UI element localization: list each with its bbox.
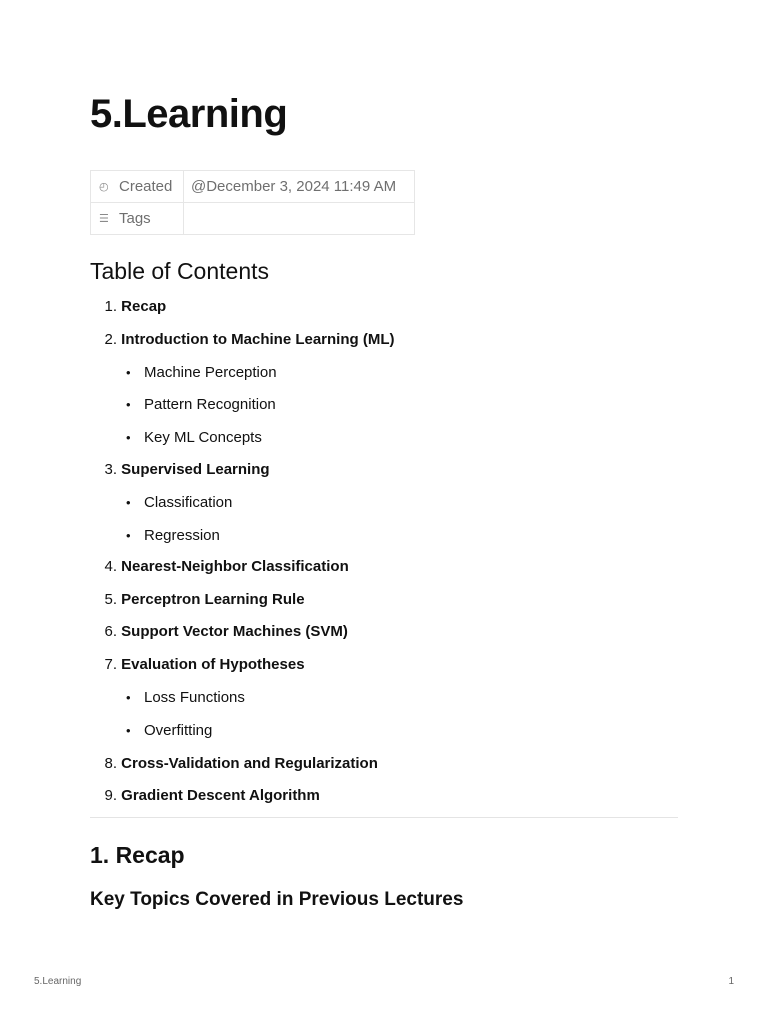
property-key-created (91, 171, 184, 203)
bullet-icon: • (126, 397, 131, 412)
section-heading: 1. Recap (90, 842, 185, 868)
property-row-created (91, 171, 415, 203)
list-icon: ☰ (99, 213, 109, 225)
page-title: 5.Learning (90, 92, 288, 136)
bullet-icon: • (126, 365, 131, 380)
properties-table (90, 170, 415, 235)
toc-item[interactable] (90, 590, 305, 610)
toc-number: 9. (104, 787, 117, 804)
toc-item[interactable] (90, 557, 349, 577)
toc-item[interactable] (90, 460, 270, 480)
toc-sub-item[interactable] (126, 428, 262, 448)
clock-icon: ◴ (99, 181, 109, 193)
toc-number: 7. (104, 656, 117, 673)
toc-label: Supervised Learning (121, 461, 270, 478)
toc-sub-label: Key ML Concepts (144, 429, 262, 446)
bullet-icon: • (126, 528, 131, 543)
toc-sub-item[interactable] (126, 493, 232, 513)
divider (90, 817, 678, 818)
toc-label: Evaluation of Hypotheses (121, 656, 305, 673)
property-value-created[interactable]: @December 3, 2024 11:49 AM (184, 171, 415, 203)
bullet-icon: • (126, 430, 131, 445)
property-row-tags (91, 203, 415, 235)
toc-sub-item[interactable] (126, 363, 277, 383)
property-label: Created (119, 178, 173, 195)
toc-number: 8. (104, 755, 117, 772)
toc-label: Perceptron Learning Rule (121, 591, 305, 608)
toc-sub-item[interactable] (126, 395, 276, 415)
toc-label: Recap (121, 298, 167, 315)
toc-item[interactable] (90, 655, 305, 675)
toc-number: 6. (104, 623, 117, 640)
property-value-tags[interactable] (184, 203, 415, 235)
toc-number: 5. (104, 591, 117, 608)
toc-sub-item[interactable] (126, 721, 212, 741)
toc-item[interactable] (90, 330, 394, 350)
property-key-tags (91, 203, 184, 235)
toc-item[interactable] (90, 622, 348, 642)
section-subheading: Key Topics Covered in Previous Lectures (90, 889, 464, 910)
toc-label: Gradient Descent Algorithm (121, 787, 320, 804)
toc-sub-item[interactable] (126, 526, 220, 546)
toc-number: 2. (104, 331, 117, 348)
toc-sub-label: Classification (144, 494, 233, 511)
toc-sub-label: Pattern Recognition (144, 396, 276, 413)
toc-label: Support Vector Machines (SVM) (121, 623, 348, 640)
bullet-icon: • (126, 690, 131, 705)
toc-sub-label: Machine Perception (144, 364, 277, 381)
toc-heading: Table of Contents (90, 258, 270, 284)
toc-item[interactable] (90, 754, 378, 774)
footer-doc-name: 5.Learning (34, 976, 82, 987)
toc-sub-label: Overfitting (144, 722, 213, 739)
bullet-icon: • (126, 495, 131, 510)
footer-page-number: 1 (728, 976, 734, 987)
toc-sub-item[interactable] (126, 688, 245, 708)
property-label: Tags (119, 210, 151, 227)
toc-item[interactable] (90, 297, 166, 317)
toc-label: Cross-Validation and Regularization (121, 755, 378, 772)
toc-number: 1. (104, 298, 117, 315)
toc-sub-label: Regression (144, 527, 220, 544)
bullet-icon: • (126, 723, 131, 738)
toc-item[interactable] (90, 786, 320, 806)
toc-sub-label: Loss Functions (144, 689, 245, 706)
toc-label: Introduction to Machine Learning (ML) (121, 331, 395, 348)
toc-number: 4. (104, 558, 117, 575)
toc-number: 3. (104, 461, 117, 478)
toc-label: Nearest-Neighbor Classification (121, 558, 349, 575)
